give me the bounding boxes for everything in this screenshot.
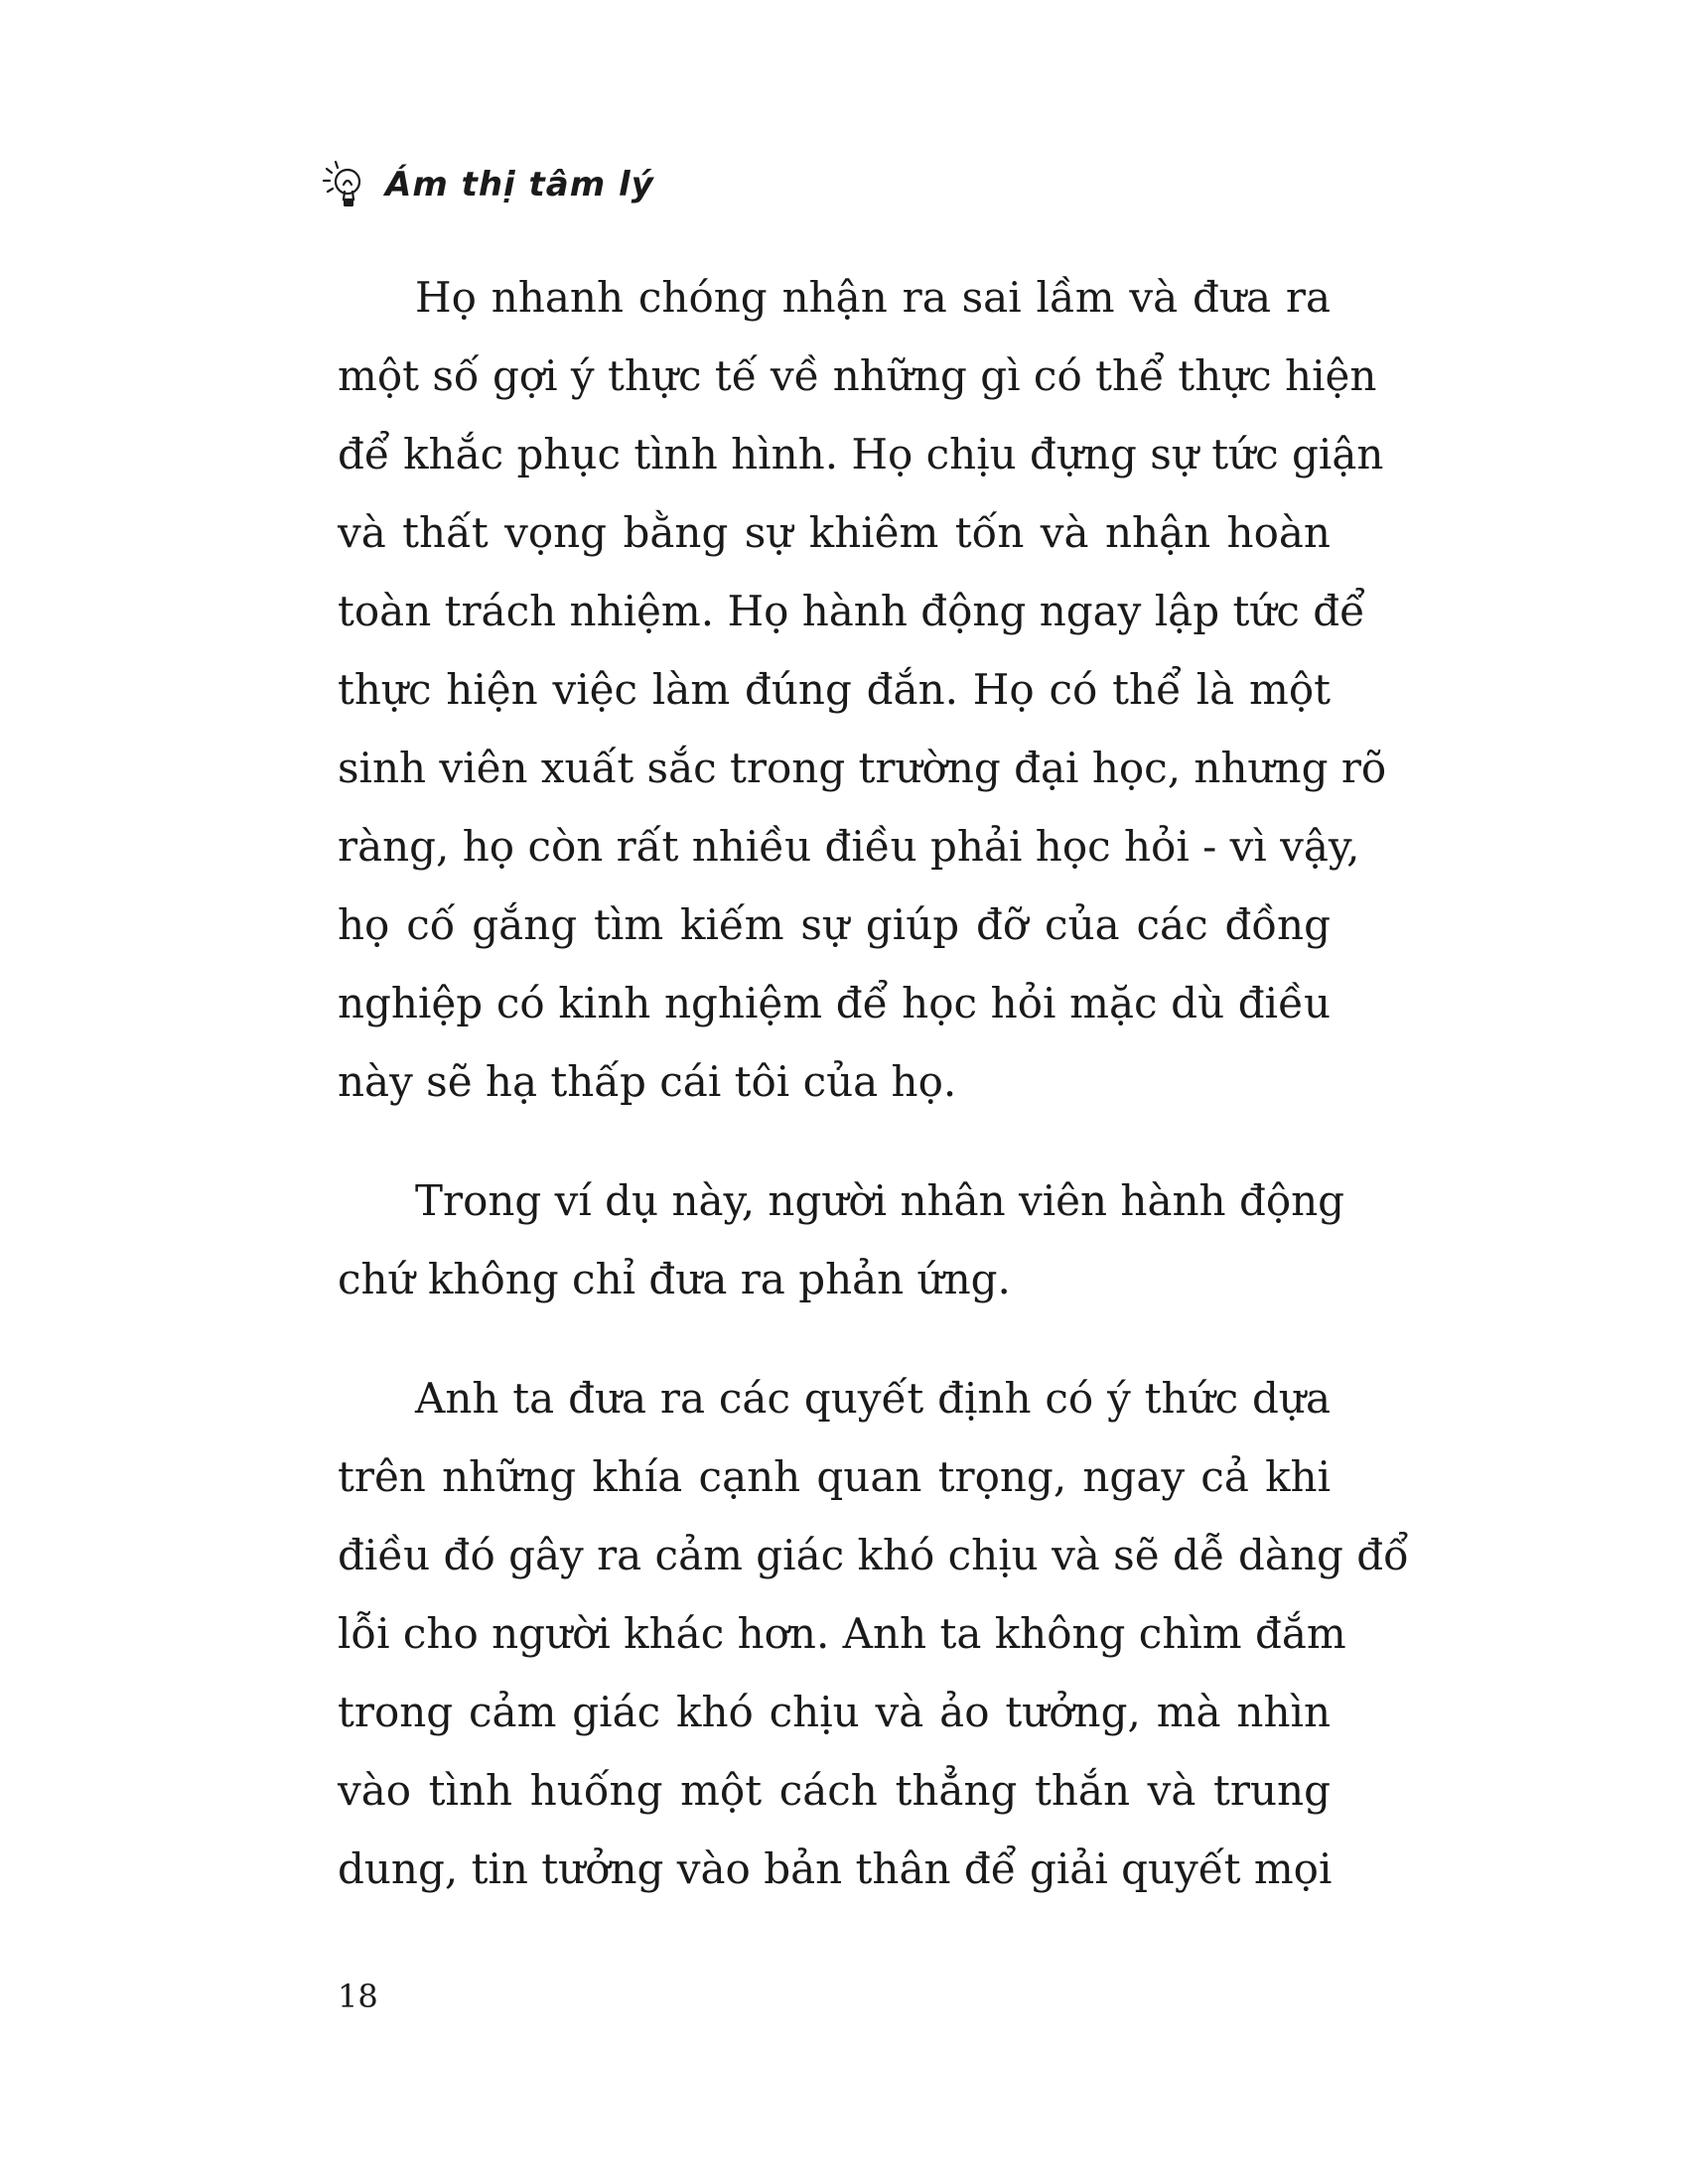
text-line: toàn trách nhiệm. Họ hành động ngay lập tức để [338, 587, 1365, 635]
page-number: 18 [338, 1978, 378, 2015]
text-line: vào tình huống một cách thẳng thắn và trung [338, 1766, 1331, 1815]
text-line: Trong ví dụ này, người nhân viên hành động [415, 1176, 1345, 1225]
text-line: lỗi cho người khác hơn. Anh ta không chìm đắm [338, 1609, 1346, 1658]
text-line: này sẽ hạ thấp cái tôi của họ. [338, 1057, 957, 1106]
text-line: điều đó gây ra cảm giác khó chịu và sẽ dễ dàng đổ [338, 1531, 1409, 1579]
running-header [320, 159, 654, 210]
lightbulb-icon [320, 159, 371, 210]
header-title: Ám thị tâm lý [385, 165, 654, 205]
text-line: ràng, họ còn rất nhiều điều phải học hỏi - vì vậy, [338, 822, 1360, 871]
text-line: dung, tin tưởng vào bản thân để giải quyết mọi [338, 1844, 1333, 1893]
text-line: Anh ta đưa ra các quyết định có ý thức dựa [415, 1374, 1331, 1423]
text-line: trong cảm giác khó chịu và ảo tưởng, mà nhìn [338, 1688, 1331, 1736]
text-line: thực hiện việc làm đúng đắn. Họ có thể là một [338, 665, 1331, 714]
text-line: và thất vọng bằng sự khiêm tốn và nhận hoàn [338, 508, 1331, 557]
paragraph-2 [338, 1161, 1345, 1318]
text-line: một số gợi ý thực tế về những gì có thể thực hiện [338, 351, 1377, 400]
text-line: sinh viên xuất sắc trong trường đại học, nhưng rõ [338, 744, 1387, 792]
text-line: trên những khía cạnh quan trọng, ngay cả khi [338, 1452, 1331, 1501]
text-line: để khắc phục tình hình. Họ chịu đựng sự tức giận [338, 430, 1384, 478]
body-text [338, 258, 1409, 1908]
paragraph-1 [338, 258, 1387, 1121]
text-line: họ cố gắng tìm kiếm sự giúp đỡ của các đồng [338, 900, 1331, 949]
text-line: Họ nhanh chóng nhận ra sai lầm và đưa ra [415, 273, 1331, 322]
text-line: nghiệp có kinh nghiệm để học hỏi mặc dù điều [338, 979, 1331, 1027]
paragraph-3 [338, 1359, 1409, 1908]
text-line: chứ không chỉ đưa ra phản ứng. [338, 1255, 1011, 1303]
